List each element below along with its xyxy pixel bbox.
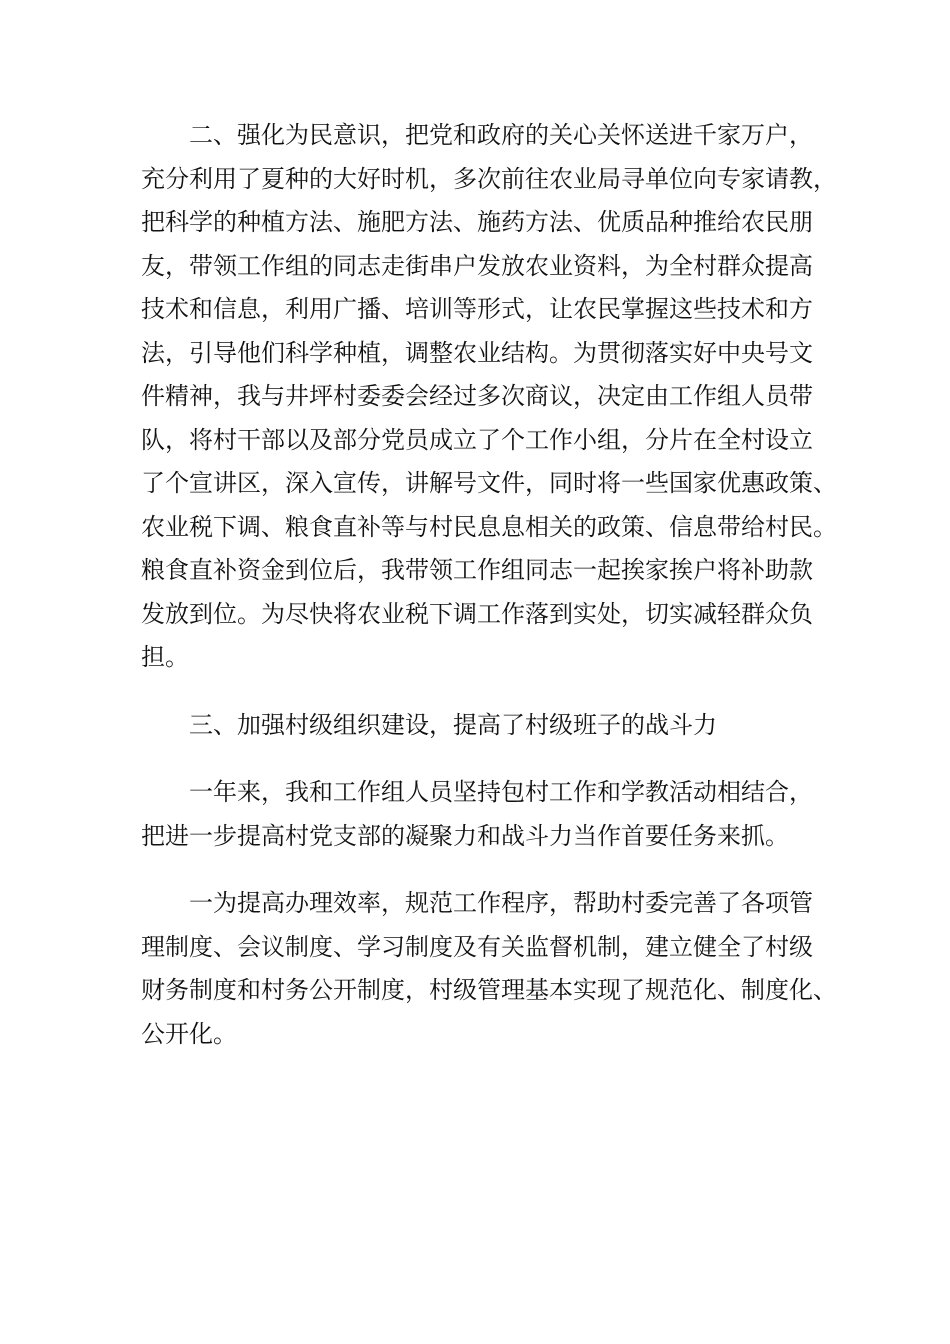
text-line: 理制度、会议制度、学习制度及有关监督机制，建立健全了村级 [141,932,813,961]
heading-line: 三、加强村级组织建设，提高了村级班子的战斗力 [189,710,717,739]
text-line: 发放到位。为尽快将农业税下调工作落到实处，切实减轻群众负 [141,599,813,628]
paragraph-section-two [141,114,837,680]
paragraph-efficiency [141,882,837,1056]
text-line: 担。 [141,643,189,671]
section-three-heading [141,704,831,748]
text-line: 友，带领工作组的同志走街串户发放农业资料，为全村群众提高 [141,251,813,280]
text-line: 二、强化为民意识，把党和政府的关心关怀送进千家万户， [189,121,813,149]
text-line: 把进一步提高村党支部的凝聚力和战斗力当作首要任务来抓。 [141,821,789,850]
text-line: 法，引导他们科学种植，调整农业结构。为贯彻落实好中央号文 [141,338,813,367]
text-line: 充分利用了夏种的大好时机，多次前往农业局寻单位向专家请教， [141,164,837,193]
text-line: 财务制度和村务公开制度，村级管理基本实现了规范化、制度化、 [141,976,837,1004]
text-line: 队，将村干部以及部分党员成立了个工作小组，分片在全村设立 [141,425,813,454]
text-line: 农业税下调、粮食直补等与村民息息相关的政策、信息带给村民。 [141,512,837,541]
text-line: 一年来，我和工作组人员坚持包村工作和学教活动相结合， [189,778,813,806]
text-line: 技术和信息，利用广播、培训等形式，让农民掌握这些技术和方 [141,295,813,323]
text-line: 公开化。 [141,1019,237,1048]
text-line: 粮食直补资金到位后，我带领工作组同志一起挨家挨户将补助款 [141,556,813,584]
paragraph-year-summary [141,771,831,858]
document-body [141,114,837,1080]
text-line: 件精神，我与井坪村委委会经过多次商议，决定由工作组人员带 [141,382,813,410]
text-line: 把科学的种植方法、施肥方法、施药方法、优质品种推给农民朋 [141,208,813,236]
text-line: 一为提高办理效率，规范工作程序，帮助村委完善了各项管 [189,889,813,917]
text-line: 了个宣讲区，深入宣传，讲解号文件，同时将一些国家优惠政策、 [141,469,837,497]
